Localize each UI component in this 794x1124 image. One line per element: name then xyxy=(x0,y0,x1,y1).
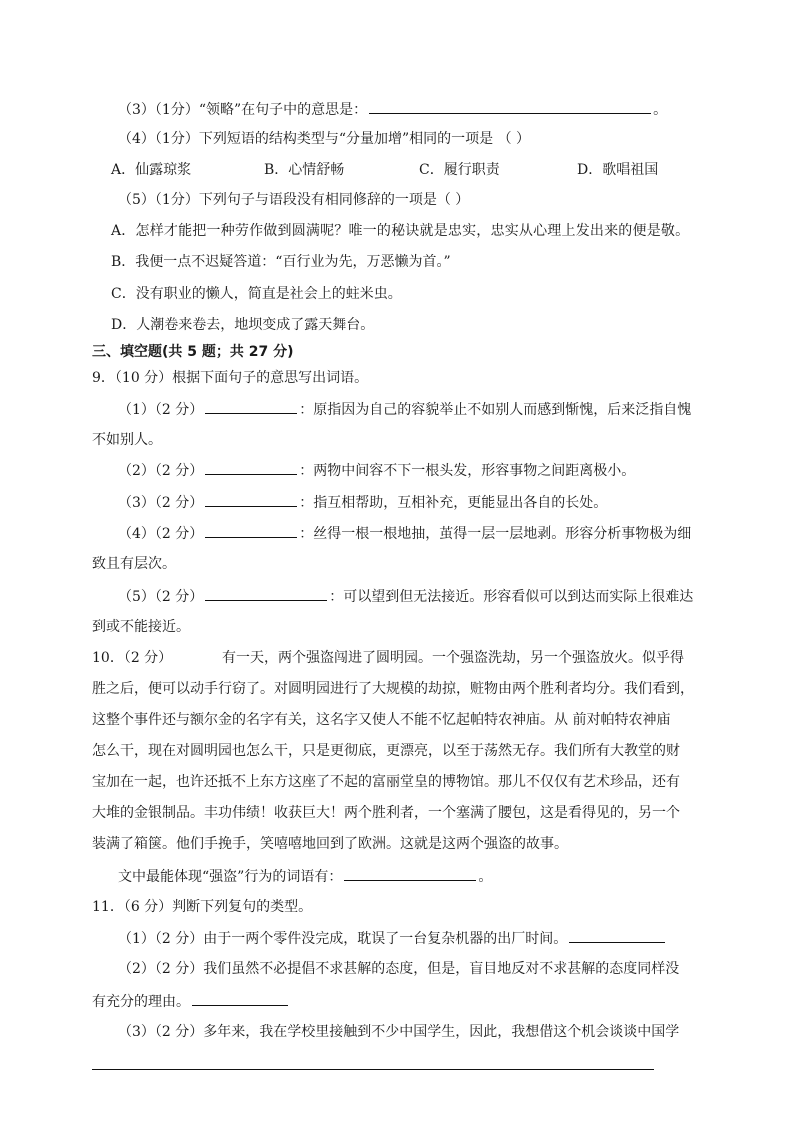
q9-3-answer-blank[interactable] xyxy=(205,492,297,507)
q9-2-answer-blank[interactable] xyxy=(205,460,297,475)
q11-item-3: （3）（2 分）多年来，我在学校里接触到不少中国学生，因此，我想借这个机会谈谈中国学 xyxy=(118,1024,680,1040)
q11-item-2-line-1: （2）（2 分）我们虽然不必提倡不求甚解的态度，但是，盲目地反对不求甚解的态度同样没 xyxy=(118,961,680,977)
q9-item-4 xyxy=(118,523,691,544)
q10-label: 10．（2 分） xyxy=(92,650,173,666)
q8-5-option-c: C．没有职业的懒人，简直是社会上的蛀米虫。 xyxy=(111,286,402,302)
q9-stem: 9．（10 分）根据下面句子的意思写出词语。 xyxy=(92,370,369,386)
footer-answer-rule xyxy=(92,1069,654,1070)
q8-4-option-d: D．歌唱祖国 xyxy=(577,162,659,178)
q10-passage-line-1: 有一天，两个强盗闯进了圆明园。一个强盗洗劫，另一个强盗放火。似乎得 xyxy=(222,650,684,666)
q10-passage-line-6: 大堆的金银制品。丰功伟绩！收获巨大！两个胜利者，一个塞满了腰包，这是看得见的，另一个 xyxy=(92,805,680,821)
q8-5-line xyxy=(118,190,469,210)
q8-4-line xyxy=(118,129,530,149)
q8-5-option-b: B．我便一点不迟疑答道：“百行业为先，万恶懒为首。” xyxy=(111,254,451,270)
q11-item-2-line-2 xyxy=(92,991,290,1012)
q10-passage-line-4: 怎么干，现在对圆明园也怎么干，只是更彻底，更漂亮，以至于荡然无存。我们所有大教堂的财 xyxy=(92,743,680,759)
q10-question xyxy=(118,866,492,887)
q10-question-suffix: 。 xyxy=(478,869,493,885)
q9-5-text: ：可以望到但无法接近。形容看似可以到达而实际上很难达 xyxy=(329,589,694,605)
q9-2-text: ：两物中间容不下一根头发，形容事物之间距离极小。 xyxy=(299,463,636,479)
q8-5-text: （5）（1分）下列句子与语段没有相同修辞的一项是（ ） xyxy=(118,192,470,208)
q11-stem: 11．（6 分）判断下列复句的类型。 xyxy=(92,899,313,915)
q9-4-text: ：丝得一根一根地抽，茧得一层一层地剥。形容分析事物极为细 xyxy=(299,526,692,542)
q8-4-option-c: C．履行职责 xyxy=(419,162,500,178)
q10-passage-line-7: 装满了箱箧。他们手挽手，笑嘻嘻地回到了欧洲。这就是这两个强盗的故事。 xyxy=(92,836,568,852)
q11-1-text: （1）（2 分）由于一两个零件没完成，耽误了一台复杂机器的出厂时间。 xyxy=(118,931,568,947)
q10-question-text: 文中最能体现“强盗”行为的词语有： xyxy=(118,869,343,885)
q9-item-4-cont: 致且有层次。 xyxy=(92,556,176,572)
q8-4-options xyxy=(111,160,658,180)
q9-item-1 xyxy=(118,399,691,420)
q8-4-option-b: B．心情舒畅 xyxy=(264,162,345,178)
q10-passage-line-3: 这整个事件还与额尔金的名字有关，这名字又使人不能不忆起帕特农神庙。从 前对帕特农神庙 xyxy=(92,712,671,728)
q11-2-text-cont: 有充分的理由。 xyxy=(92,994,190,1010)
q9-2-label: （2）（2 分） xyxy=(118,463,204,479)
q9-3-label: （3）（2 分） xyxy=(118,495,204,511)
q9-item-5 xyxy=(118,586,693,607)
q8-5-option-d: D．人潮卷来卷去，地坝变成了露天舞台。 xyxy=(111,317,375,333)
q8-3-text: （3）（1分）“领略”在句子中的意思是： xyxy=(118,102,368,118)
q9-item-3 xyxy=(118,492,607,513)
section-3-heading: 三、填空题(共 5 题；共 27 分) xyxy=(92,344,294,360)
q9-1-answer-blank[interactable] xyxy=(205,399,297,414)
q10-answer-blank[interactable] xyxy=(344,866,476,881)
q10-passage-line-5: 宝加在一起，也许还抵不上东方这座了不起的富丽堂皇的博物馆。那儿不仅仅有艺术珍品，还有 xyxy=(92,774,680,790)
q9-item-2 xyxy=(118,460,635,481)
q9-1-label: （1）（2 分） xyxy=(118,402,204,418)
q8-3-line xyxy=(118,99,667,120)
q8-4-option-a: A．仙露琼浆 xyxy=(111,162,192,178)
q8-3-answer-blank[interactable] xyxy=(369,99,651,114)
q9-3-text: ：指互相帮助，互相补充，更能显出各自的长处。 xyxy=(299,495,608,511)
q9-4-label: （4）（2 分） xyxy=(118,526,204,542)
q9-5-label: （5）（2 分） xyxy=(118,589,204,605)
q11-item-1 xyxy=(118,928,667,949)
q9-4-answer-blank[interactable] xyxy=(205,523,297,538)
q8-5-option-a: A．怎样才能把一种劳作做到圆满呢？唯一的秘诀就是忠实，忠实从心理上发出来的便是敬。 xyxy=(111,223,690,239)
q9-item-5-cont: 到或不能接近。 xyxy=(92,619,190,635)
q8-3-suffix: 。 xyxy=(653,102,668,118)
q10-passage-line-2: 胜之后，便可以动手行窃了。对圆明园进行了大规模的劫掠，赃物由两个胜利者均分。我们看到， xyxy=(92,681,694,697)
q8-4-text: （4）（1分）下列短语的结构类型与“分量加增”相同的一项是 （ ） xyxy=(118,131,531,147)
q9-item-1-cont: 不如别人。 xyxy=(92,432,162,448)
q9-5-answer-blank[interactable] xyxy=(205,586,327,601)
q11-2-answer-blank[interactable] xyxy=(192,991,288,1006)
q10-first-line xyxy=(92,648,684,668)
q11-1-answer-blank[interactable] xyxy=(569,928,665,943)
q9-1-text: ：原指因为自己的容貌举止不如别人而感到惭愧，后来泛指自愧 xyxy=(299,402,692,418)
